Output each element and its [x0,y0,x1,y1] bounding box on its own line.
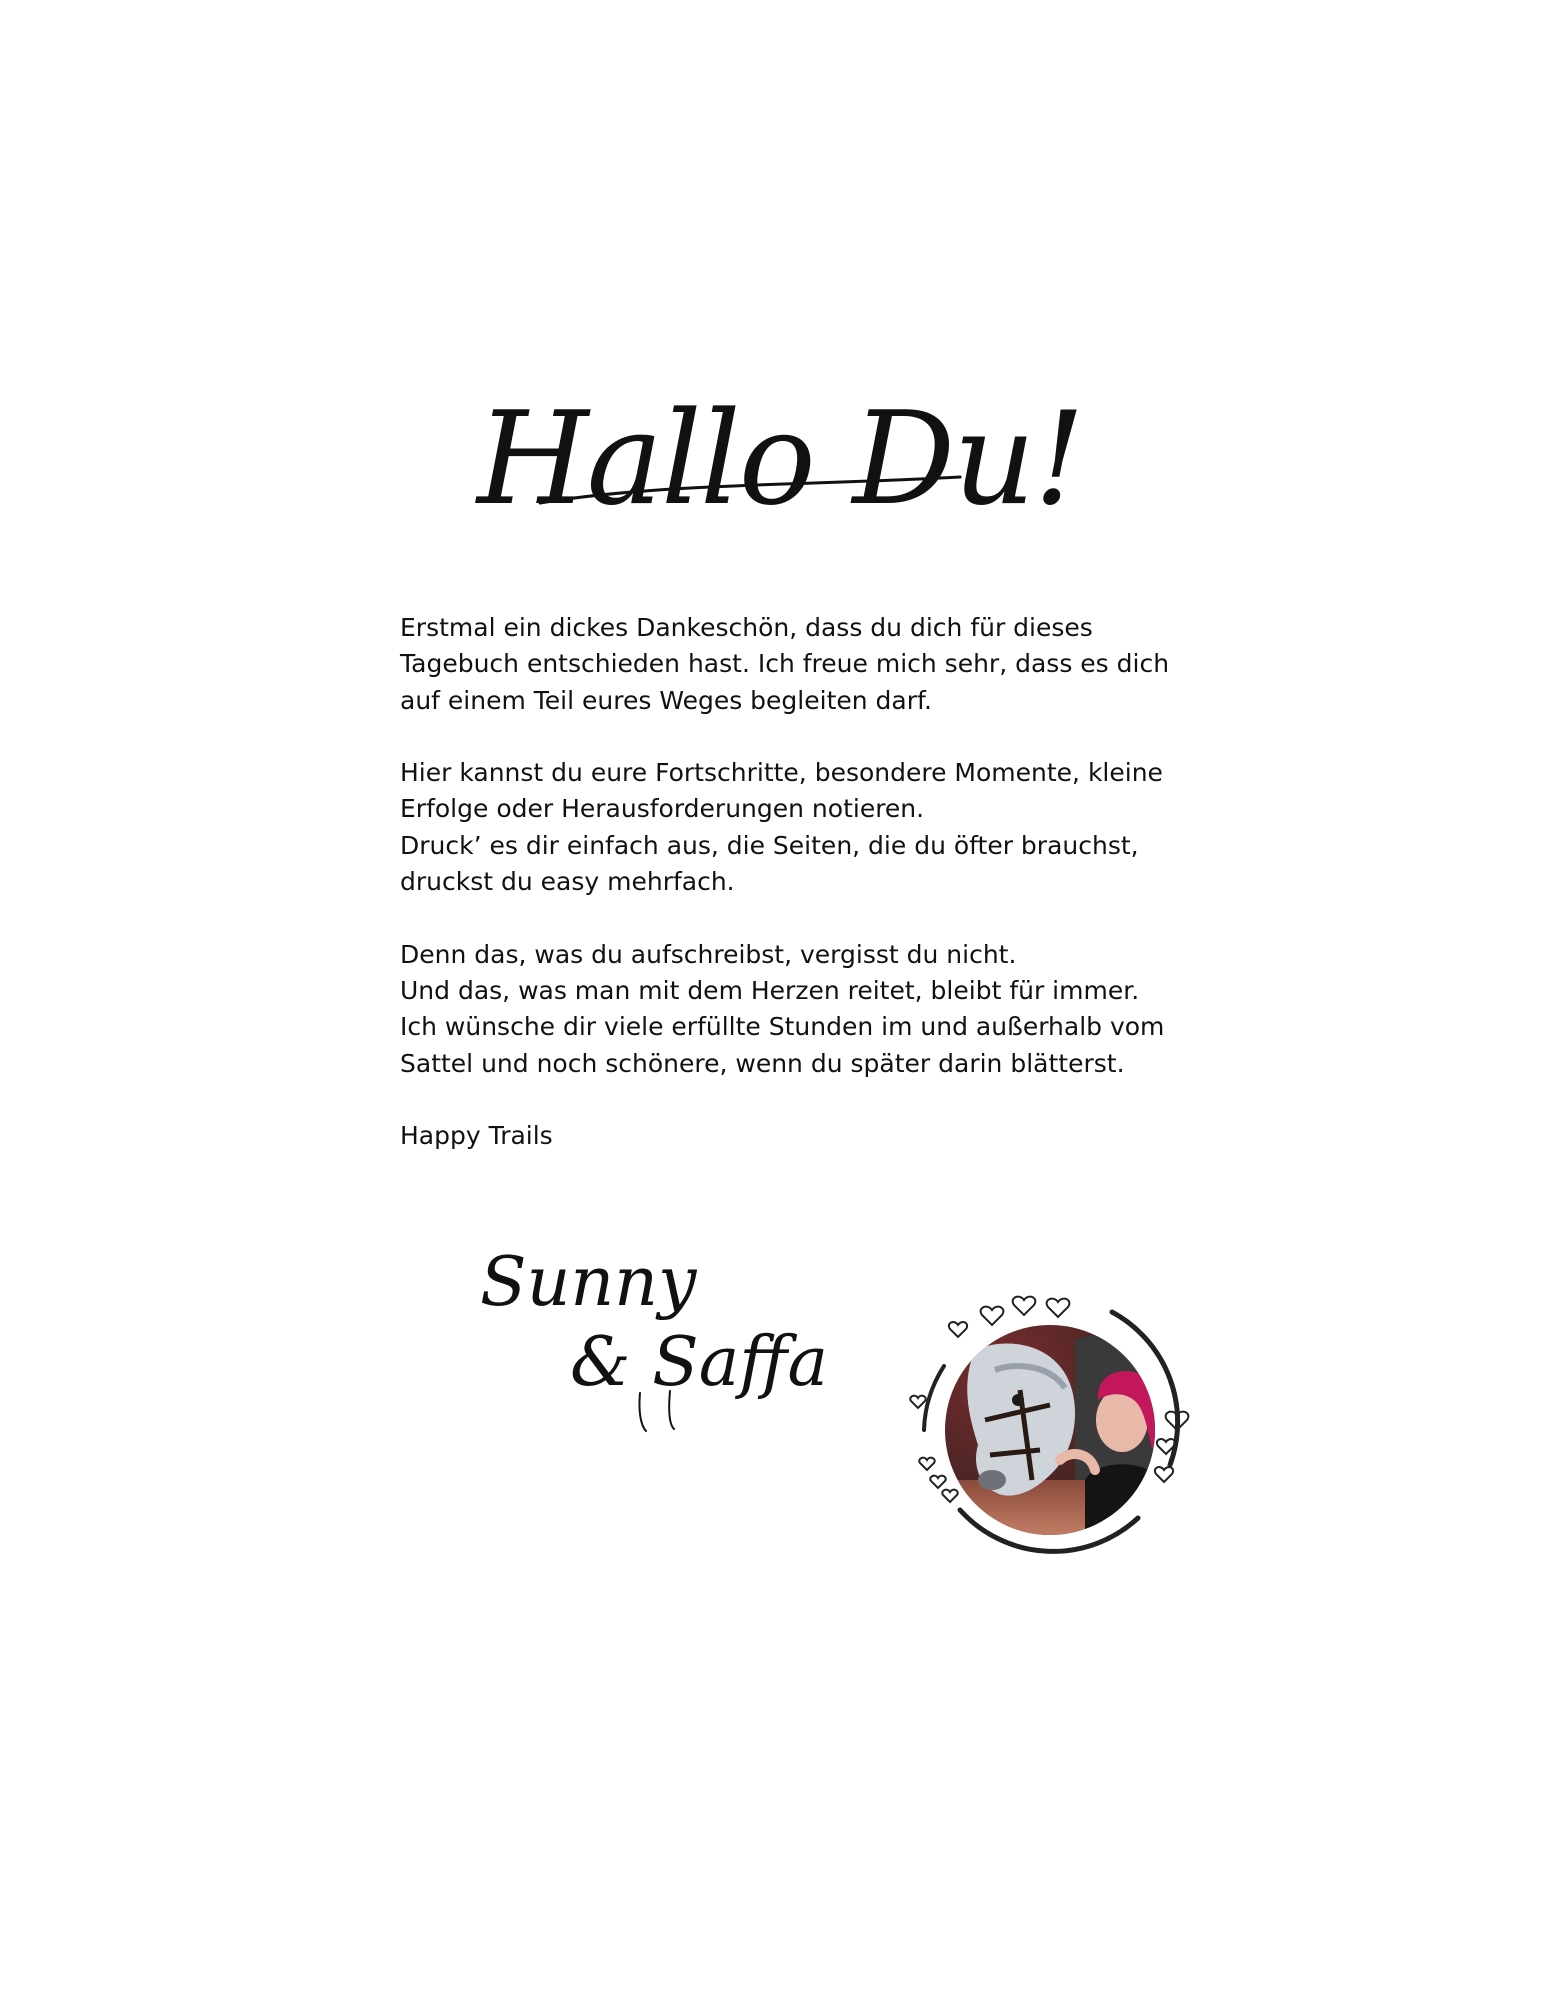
title-text: Hallo Du! [476,385,1084,534]
paragraph-line: druckst du easy mehrfach. [400,867,735,897]
paragraph-1 [400,610,1200,719]
paragraph-line: Und das, was man mit dem Herzen reitet, bleibt für immer. [400,975,1140,1005]
closing-text: Happy Trails [400,1121,553,1151]
photo [940,1320,1162,1550]
paragraph-line: Hier kannst du eure Fortschritte, besondere Momente, kleine [400,758,1163,788]
signature-line-2: & Saffa [570,1323,828,1402]
photo-frame [900,1280,1200,1580]
letter-body [400,610,1200,1154]
paragraph-line: Sattel und noch schönere, wenn du später darin blätterst. [400,1048,1125,1078]
paragraph-line: auf einem Teil eures Weges begleiten darf. [400,685,932,715]
heart-icon [1013,1297,1036,1315]
paragraph-2 [400,755,1200,900]
paragraph-line: Denn das, was du aufschreibst, vergisst du nicht. [400,939,1017,969]
heart-icon [949,1322,967,1337]
signature-line-1: Sunny [480,1243,697,1322]
paragraph-line: Tagebuch entschieden hast. Ich freue mich sehr, dass es dich [400,649,1170,679]
heart-icon [942,1490,957,1502]
heart-icon [1047,1299,1070,1317]
title-lettering [476,385,1084,575]
heart-icon [930,1476,945,1488]
paragraph-line: Ich wünsche dir viele erfüllte Stunden im und außerhalb vom [400,1012,1165,1042]
paragraph-3 [400,937,1200,1082]
profile-photo-badge [900,1280,1200,1580]
paragraph-line: Erfolge oder Herausforderungen notieren. [400,794,925,824]
heart-icon [1155,1467,1173,1482]
signature [470,1215,828,1435]
page-title [476,385,1084,575]
person-shirt [1085,1464,1162,1550]
frame-arc-left [924,1366,944,1430]
heart-icon [910,1396,925,1408]
paragraph-line: Erstmal ein dickes Dankeschön, dass du dich für dieses [400,613,1093,642]
signature-lettering [470,1215,828,1435]
heart-icon [919,1458,934,1470]
paragraph-line: Druck’ es dir einfach aus, die Seiten, die du öfter brauchst, [400,830,1139,860]
heart-icon [981,1307,1004,1325]
